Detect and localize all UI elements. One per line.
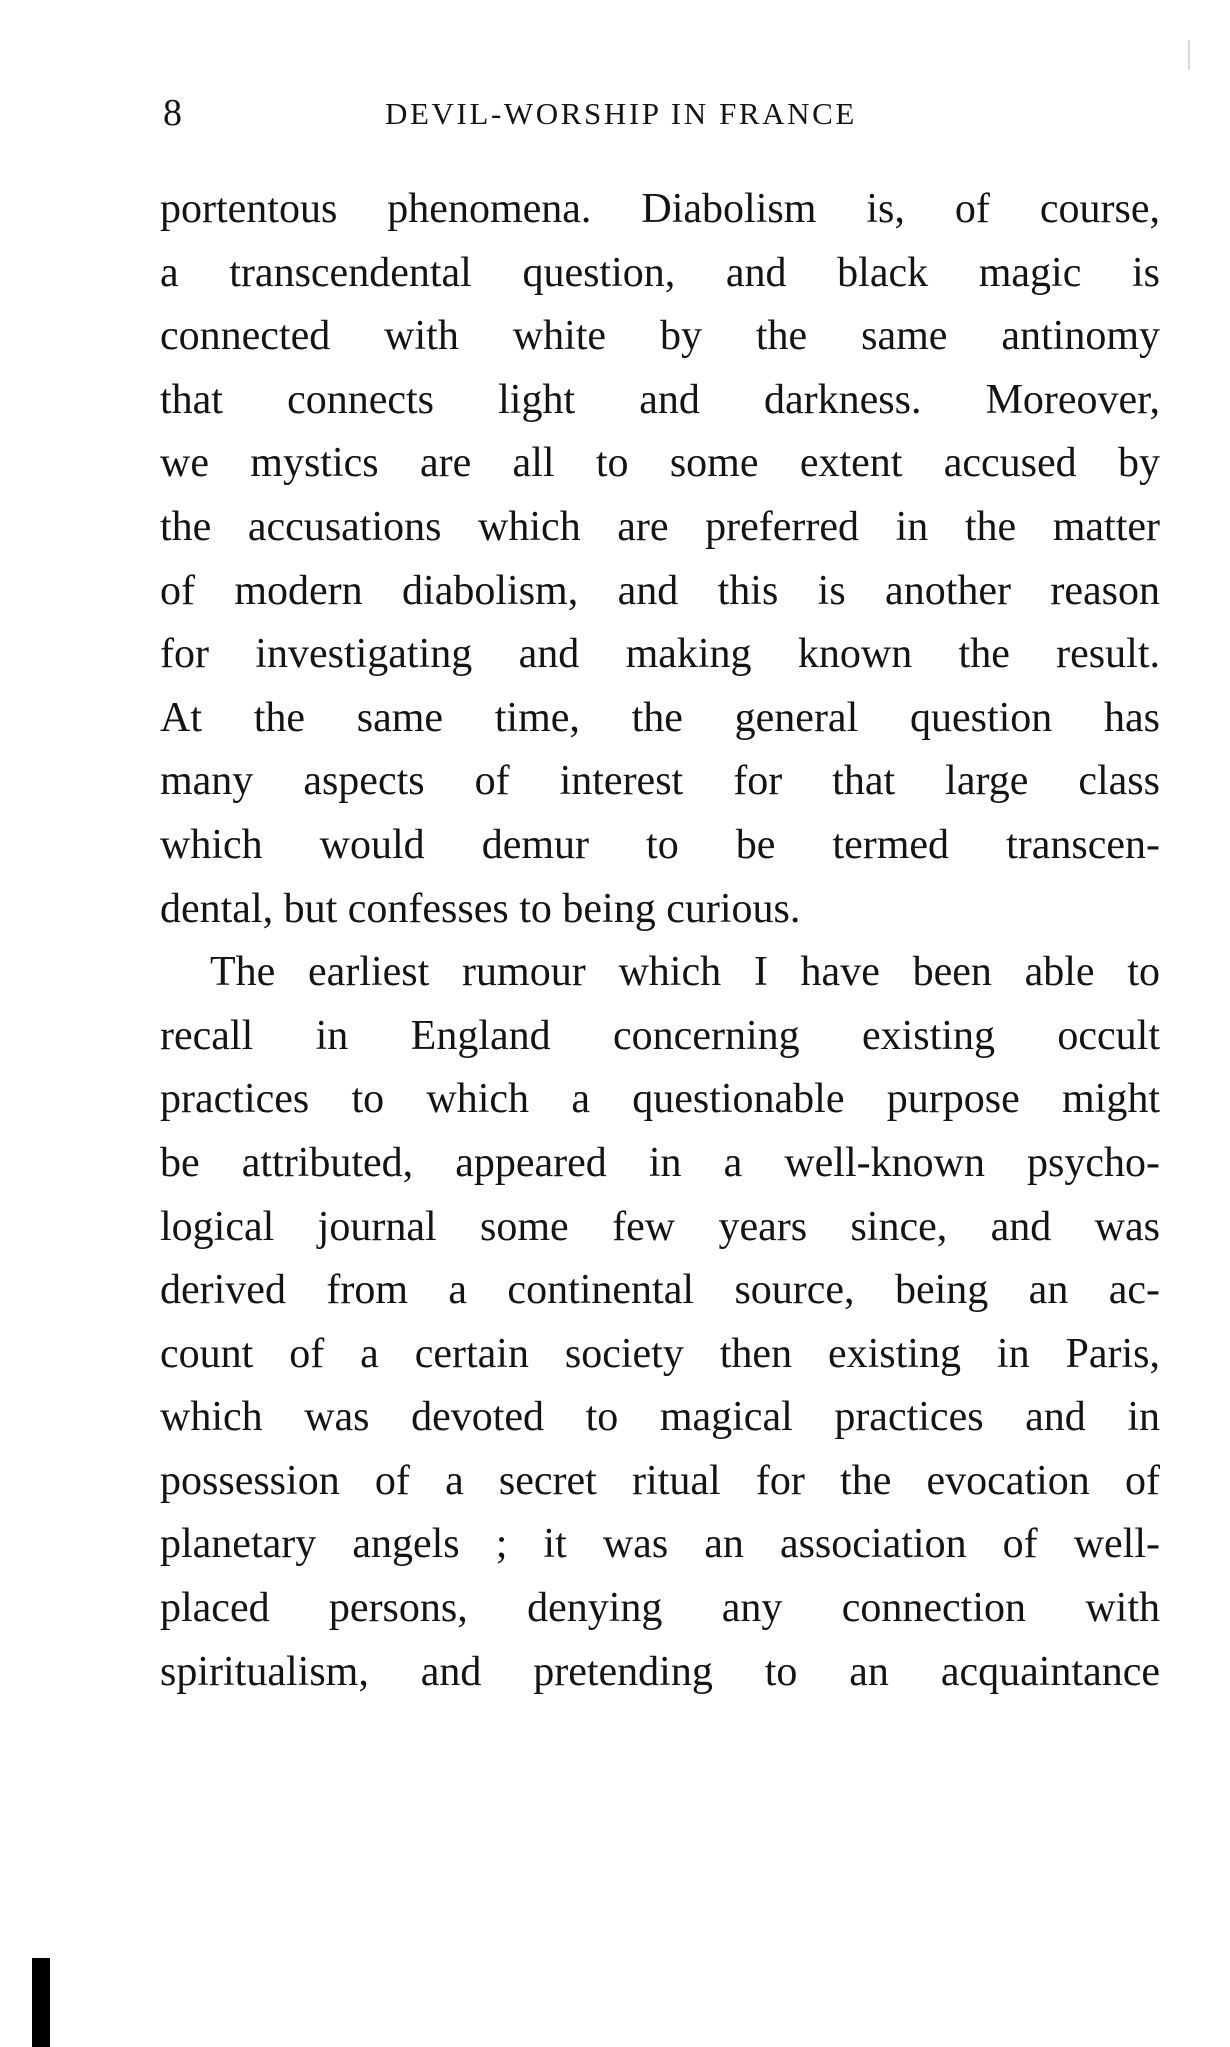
scan-margin-bar bbox=[32, 1958, 50, 2047]
text-line: we mystics are all to some extent accused by bbox=[160, 440, 1160, 487]
text-line: derived from a continental source, being an ac- bbox=[160, 1267, 1160, 1314]
text-line: of modern diabolism, and this is another reason bbox=[160, 567, 1160, 614]
text-line: possession of a secret ritual for the evocation of bbox=[160, 1457, 1160, 1504]
text-line: dental, but confesses to being curious. bbox=[160, 885, 801, 932]
paragraph-1 bbox=[160, 178, 1160, 941]
text-line: spiritualism, and pretending to an acquaintance bbox=[160, 1648, 1160, 1695]
text-line: logical journal some few years since, and was bbox=[160, 1203, 1160, 1250]
text-line: which was devoted to magical practices and in bbox=[160, 1394, 1160, 1441]
text-line: placed persons, denying any connection with bbox=[160, 1585, 1160, 1632]
text-line: many aspects of interest for that large class bbox=[160, 758, 1160, 805]
text-line: be attributed, appeared in a well-known psycho- bbox=[160, 1139, 1160, 1186]
page-number: 8 bbox=[163, 92, 182, 134]
text-line: The earliest rumour which I have been able to bbox=[210, 949, 1160, 996]
text-line: count of a certain society then existing in Paris, bbox=[160, 1330, 1160, 1377]
text-line: At the same time, the general question has bbox=[160, 694, 1160, 741]
running-head bbox=[160, 88, 1160, 138]
body-text bbox=[160, 178, 1160, 1704]
scan-edge-mark bbox=[1188, 40, 1190, 70]
text-line: the accusations which are preferred in the matter bbox=[160, 503, 1160, 550]
paragraph-2 bbox=[160, 941, 1160, 1704]
text-line: recall in England concerning existing occult bbox=[160, 1012, 1160, 1059]
text-line: planetary angels ; it was an association of well- bbox=[160, 1521, 1160, 1568]
text-line: which would demur to be termed transcen- bbox=[160, 821, 1160, 868]
text-line: a transcendental question, and black magic is bbox=[160, 249, 1160, 296]
text-line: portentous phenomena. Diabolism is, of course, bbox=[160, 186, 1160, 232]
text-line: for investigating and making known the result. bbox=[160, 631, 1160, 678]
text-line: connected with white by the same antinomy bbox=[160, 313, 1160, 360]
text-line: practices to which a questionable purpose might bbox=[160, 1076, 1160, 1123]
running-title: DEVIL-WORSHIP IN FRANCE bbox=[385, 96, 857, 131]
text-line: that connects light and darkness. Moreover, bbox=[160, 376, 1160, 423]
